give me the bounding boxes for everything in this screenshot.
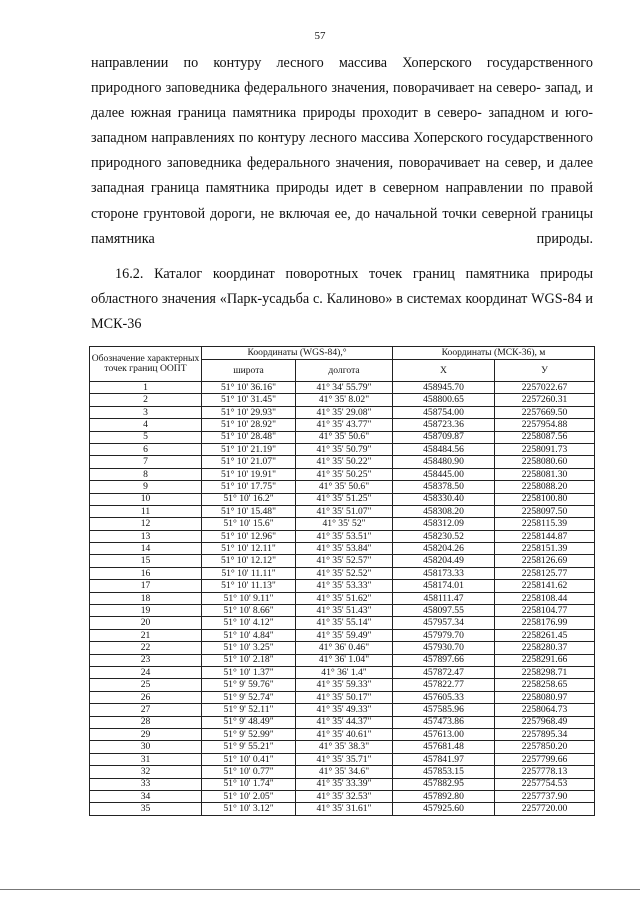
coord-x-cell: 457822.77: [393, 679, 495, 691]
latitude-cell: 51° 10' 21.07": [202, 456, 296, 468]
table-row: [90, 666, 595, 678]
longitude-cell: 41° 35' 34.6": [296, 766, 393, 778]
latitude-cell: 51° 10' 4.84": [202, 629, 296, 641]
table-row: [90, 406, 595, 418]
coord-x-cell: 458174.01: [393, 580, 495, 592]
table-body: [90, 382, 595, 816]
point-number-cell: 11: [90, 505, 202, 517]
coord-y-cell: 2257799.66: [495, 753, 595, 765]
table-row: [90, 778, 595, 790]
coord-x-cell: 458204.26: [393, 543, 495, 555]
longitude-cell: 41° 35' 32.53": [296, 790, 393, 802]
longitude-cell: 41° 35' 50.6": [296, 481, 393, 493]
coord-x-cell: 458312.09: [393, 518, 495, 530]
coord-x-cell: 457605.33: [393, 691, 495, 703]
point-number-cell: 26: [90, 691, 202, 703]
point-number-cell: 9: [90, 481, 202, 493]
coord-y-cell: 2258091.73: [495, 443, 595, 455]
longitude-cell: 41° 35' 51.62": [296, 592, 393, 604]
latitude-cell: 51° 10' 2.18": [202, 654, 296, 666]
table-row: [90, 468, 595, 480]
latitude-cell: 51° 10' 2.05": [202, 790, 296, 802]
table-row: [90, 629, 595, 641]
point-number-cell: 5: [90, 431, 202, 443]
body-line: природного заповедника федерального значения, поворачивает на северо-: [91, 80, 541, 97]
longitude-cell: 41° 35' 50.79": [296, 443, 393, 455]
latitude-cell: 51° 10' 28.48": [202, 431, 296, 443]
coord-x-cell: 458097.55: [393, 605, 495, 617]
point-number-cell: 27: [90, 704, 202, 716]
point-number-cell: 12: [90, 518, 202, 530]
coord-x-cell: 457585.96: [393, 704, 495, 716]
coord-x-cell: 458230.52: [393, 530, 495, 542]
longitude-cell: 41° 35' 52.52": [296, 567, 393, 579]
table-row: [90, 580, 595, 592]
footer-divider: [0, 889, 640, 890]
coordinates-table: [89, 346, 595, 816]
point-number-cell: 6: [90, 443, 202, 455]
table-row: [90, 567, 595, 579]
longitude-cell: 41° 35' 53.84": [296, 543, 393, 555]
longitude-cell: 41° 35' 35.71": [296, 753, 393, 765]
coord-y-cell: 2258087.56: [495, 431, 595, 443]
table-row: [90, 592, 595, 604]
coord-y-cell: 2257737.90: [495, 790, 595, 802]
point-number-cell: 4: [90, 419, 202, 431]
coord-y-cell: 2258080.97: [495, 691, 595, 703]
coord-y-cell: 2258097.50: [495, 505, 595, 517]
longitude-cell: 41° 35' 8.02": [296, 394, 393, 406]
catalog-heading: [91, 262, 593, 338]
table-row: [90, 790, 595, 802]
body-line: природы идет в северном направлении по правой стороне грунтовой дороги,: [91, 180, 594, 222]
longitude-cell: 41° 35' 52.57": [296, 555, 393, 567]
coord-x-cell: 458173.33: [393, 567, 495, 579]
coord-x-cell: 457872.47: [393, 666, 495, 678]
catalog-heading-line: WGS-84 и МСК-36: [91, 291, 593, 333]
latitude-cell: 51° 10' 8.66": [202, 605, 296, 617]
longitude-cell: 41° 36' 1.04": [296, 654, 393, 666]
longitude-cell: 41° 35' 51.43": [296, 605, 393, 617]
table-row: [90, 642, 595, 654]
coord-x-cell: 457930.70: [393, 642, 495, 654]
latitude-cell: 51° 10' 17.75": [202, 481, 296, 493]
coord-y-cell: 2258088.20: [495, 481, 595, 493]
latitude-cell: 51° 9' 59.76": [202, 679, 296, 691]
table-row: [90, 505, 595, 517]
table-row: [90, 704, 595, 716]
table-row: [90, 443, 595, 455]
point-number-cell: 30: [90, 741, 202, 753]
longitude-cell: 41° 35' 51.07": [296, 505, 393, 517]
longitude-cell: 41° 35' 53.51": [296, 530, 393, 542]
header-msk: Координаты (МСК-36), м: [393, 347, 595, 360]
header-wgs: Координаты (WGS-84),°: [202, 347, 393, 360]
header-longitude: долгота: [296, 360, 393, 382]
longitude-cell: 41° 35' 50.22": [296, 456, 393, 468]
coord-x-cell: 458480.90: [393, 456, 495, 468]
table-row: [90, 691, 595, 703]
coord-y-cell: 2258081.30: [495, 468, 595, 480]
coord-x-cell: 458330.40: [393, 493, 495, 505]
table-row: [90, 803, 595, 815]
table-row: [90, 716, 595, 728]
point-number-cell: 15: [90, 555, 202, 567]
point-number-cell: 10: [90, 493, 202, 505]
table-row: [90, 766, 595, 778]
point-number-cell: 1: [90, 382, 202, 394]
longitude-cell: 41° 35' 49.33": [296, 704, 393, 716]
table-row: [90, 382, 595, 394]
body-paragraph: [91, 51, 593, 253]
point-number-cell: 20: [90, 617, 202, 629]
coord-x-cell: 458723.36: [393, 419, 495, 431]
longitude-cell: 41° 35' 44.37": [296, 716, 393, 728]
coord-y-cell: 2258080.60: [495, 456, 595, 468]
latitude-cell: 51° 10' 19.91": [202, 468, 296, 480]
coord-y-cell: 2257720.00: [495, 803, 595, 815]
table-row: [90, 753, 595, 765]
table-row: [90, 605, 595, 617]
coord-y-cell: 2258258.65: [495, 679, 595, 691]
latitude-cell: 51° 10' 1.37": [202, 666, 296, 678]
coord-x-cell: 457925.60: [393, 803, 495, 815]
longitude-cell: 41° 35' 38.3": [296, 741, 393, 753]
coord-x-cell: 457473.86: [393, 716, 495, 728]
point-number-cell: 32: [90, 766, 202, 778]
coord-x-cell: 458709.87: [393, 431, 495, 443]
coord-y-cell: 2258298.71: [495, 666, 595, 678]
longitude-cell: 41° 35' 50.25": [296, 468, 393, 480]
coord-x-cell: 457613.00: [393, 728, 495, 740]
longitude-cell: 41° 35' 53.33": [296, 580, 393, 592]
coord-y-cell: 2257954.88: [495, 419, 595, 431]
coord-x-cell: 458445.00: [393, 468, 495, 480]
latitude-cell: 51° 9' 48.49": [202, 716, 296, 728]
coord-x-cell: 457853.15: [393, 766, 495, 778]
coord-y-cell: 2258115.39: [495, 518, 595, 530]
coord-y-cell: 2258291.66: [495, 654, 595, 666]
longitude-cell: 41° 35' 50.6": [296, 431, 393, 443]
header-point: Обозначение характерных точек границ ООПТ: [90, 347, 202, 382]
coord-x-cell: 458754.00: [393, 406, 495, 418]
coord-y-cell: 2257754.53: [495, 778, 595, 790]
page-number: 57: [314, 30, 326, 42]
longitude-cell: 41° 36' 0.46": [296, 642, 393, 654]
longitude-cell: 41° 35' 31.61": [296, 803, 393, 815]
point-number-cell: 35: [90, 803, 202, 815]
coord-y-cell: 2258126.69: [495, 555, 595, 567]
longitude-cell: 41° 35' 55.14": [296, 617, 393, 629]
latitude-cell: 51° 10' 11.11": [202, 567, 296, 579]
header-latitude: широта: [202, 360, 296, 382]
latitude-cell: 51° 10' 1.74": [202, 778, 296, 790]
coord-y-cell: 2258100.80: [495, 493, 595, 505]
latitude-cell: 51° 10' 12.11": [202, 543, 296, 555]
coord-x-cell: 457957.34: [393, 617, 495, 629]
coord-x-cell: 458945.70: [393, 382, 495, 394]
table-row: [90, 481, 595, 493]
table-row: [90, 741, 595, 753]
body-line: западном и юго-западном направлениях по контуру лесного массива: [91, 105, 594, 147]
body-line: Хоперского государственного природного заповедника федерального: [91, 130, 593, 172]
coord-y-cell: 2258151.39: [495, 543, 595, 555]
latitude-cell: 51° 10' 11.13": [202, 580, 296, 592]
latitude-cell: 51° 10' 28.92": [202, 419, 296, 431]
longitude-cell: 41° 35' 33.39": [296, 778, 393, 790]
longitude-cell: 41° 35' 51.25": [296, 493, 393, 505]
table-row: [90, 543, 595, 555]
latitude-cell: 51° 10' 9.11": [202, 592, 296, 604]
point-number-cell: 29: [90, 728, 202, 740]
coord-y-cell: 2257778.13: [495, 766, 595, 778]
latitude-cell: 51° 10' 4.12": [202, 617, 296, 629]
point-number-cell: 8: [90, 468, 202, 480]
coord-y-cell: 2257968.49: [495, 716, 595, 728]
table-row: [90, 617, 595, 629]
point-number-cell: 17: [90, 580, 202, 592]
coord-y-cell: 2258261.45: [495, 629, 595, 641]
coord-x-cell: 457681.48: [393, 741, 495, 753]
longitude-cell: 41° 35' 59.49": [296, 629, 393, 641]
point-number-cell: 19: [90, 605, 202, 617]
coord-x-cell: 457882.95: [393, 778, 495, 790]
table-row: [90, 518, 595, 530]
latitude-cell: 51° 10' 3.12": [202, 803, 296, 815]
catalog-heading-line: областного значения «Парк-усадьба с. Калиново» в системах координат: [91, 291, 528, 308]
coord-y-cell: 2258125.77: [495, 567, 595, 579]
body-line: запад, и далее южная граница памятника природы проходит в северо-: [91, 80, 593, 122]
latitude-cell: 51° 9' 52.11": [202, 704, 296, 716]
point-number-cell: 18: [90, 592, 202, 604]
latitude-cell: 51° 9' 52.74": [202, 691, 296, 703]
coord-y-cell: 2257669.50: [495, 406, 595, 418]
table-row: [90, 394, 595, 406]
coord-x-cell: 457897.66: [393, 654, 495, 666]
latitude-cell: 51° 10' 16.2": [202, 493, 296, 505]
coord-x-cell: 458308.20: [393, 505, 495, 517]
latitude-cell: 51° 10' 12.12": [202, 555, 296, 567]
latitude-cell: 51° 9' 55.21": [202, 741, 296, 753]
table-row: [90, 728, 595, 740]
point-number-cell: 28: [90, 716, 202, 728]
longitude-cell: 41° 35' 43.77": [296, 419, 393, 431]
longitude-cell: 41° 35' 29.08": [296, 406, 393, 418]
coord-x-cell: 458378.50: [393, 481, 495, 493]
latitude-cell: 51° 10' 36.16": [202, 382, 296, 394]
point-number-cell: 21: [90, 629, 202, 641]
latitude-cell: 51° 10' 0.41": [202, 753, 296, 765]
longitude-cell: 41° 34' 55.79": [296, 382, 393, 394]
body-line: не включая ее, до начальной точки северной границы памятника природы.: [91, 205, 594, 247]
coord-y-cell: 2257022.67: [495, 382, 595, 394]
latitude-cell: 51° 10' 3.25": [202, 642, 296, 654]
table-row: [90, 456, 595, 468]
coord-x-cell: 457979.70: [393, 629, 495, 641]
coord-x-cell: 458204.49: [393, 555, 495, 567]
table-row: [90, 654, 595, 666]
latitude-cell: 51° 10' 31.45": [202, 394, 296, 406]
coord-y-cell: 2258176.99: [495, 617, 595, 629]
table-row: [90, 493, 595, 505]
header-x: X: [393, 360, 495, 382]
longitude-cell: 41° 36' 1.4": [296, 666, 393, 678]
point-number-cell: 34: [90, 790, 202, 802]
coord-y-cell: 2257260.31: [495, 394, 595, 406]
coord-x-cell: 457841.97: [393, 753, 495, 765]
point-number-cell: 2: [90, 394, 202, 406]
latitude-cell: 51° 10' 12.96": [202, 530, 296, 542]
point-number-cell: 25: [90, 679, 202, 691]
point-number-cell: 33: [90, 778, 202, 790]
latitude-cell: 51° 10' 21.19": [202, 443, 296, 455]
longitude-cell: 41° 35' 50.17": [296, 691, 393, 703]
point-number-cell: 13: [90, 530, 202, 542]
header-y: У: [495, 360, 595, 382]
longitude-cell: 41° 35' 59.33": [296, 679, 393, 691]
coord-x-cell: 458484.56: [393, 443, 495, 455]
point-number-cell: 23: [90, 654, 202, 666]
point-number-cell: 16: [90, 567, 202, 579]
point-number-cell: 24: [90, 666, 202, 678]
latitude-cell: 51° 10' 0.77": [202, 766, 296, 778]
longitude-cell: 41° 35' 40.61": [296, 728, 393, 740]
coord-y-cell: 2258280.37: [495, 642, 595, 654]
coord-y-cell: 2257895.34: [495, 728, 595, 740]
coord-y-cell: 2258108.44: [495, 592, 595, 604]
coord-x-cell: 458800.65: [393, 394, 495, 406]
point-number-cell: 3: [90, 406, 202, 418]
body-line: значения, поворачивает на север, и далее западная граница памятника: [91, 155, 593, 197]
latitude-cell: 51° 9' 52.99": [202, 728, 296, 740]
table-row: [90, 679, 595, 691]
table-row: [90, 530, 595, 542]
table-row: [90, 431, 595, 443]
table-row: [90, 555, 595, 567]
latitude-cell: 51° 10' 15.6": [202, 518, 296, 530]
longitude-cell: 41° 35' 52": [296, 518, 393, 530]
coord-y-cell: 2258104.77: [495, 605, 595, 617]
coord-x-cell: 458111.47: [393, 592, 495, 604]
body-line: направлении по контуру лесного массива Хоперского государственного: [91, 55, 593, 71]
catalog-heading-line: 16.2. Каталог координат поворотных точек границ памятника природы: [115, 266, 593, 282]
point-number-cell: 7: [90, 456, 202, 468]
coord-x-cell: 457892.80: [393, 790, 495, 802]
point-number-cell: 14: [90, 543, 202, 555]
coord-y-cell: 2257850.20: [495, 741, 595, 753]
latitude-cell: 51° 10' 15.48": [202, 505, 296, 517]
coord-y-cell: 2258064.73: [495, 704, 595, 716]
coord-y-cell: 2258144.87: [495, 530, 595, 542]
latitude-cell: 51° 10' 29.93": [202, 406, 296, 418]
table-row: [90, 419, 595, 431]
coord-y-cell: 2258141.62: [495, 580, 595, 592]
point-number-cell: 22: [90, 642, 202, 654]
point-number-cell: 31: [90, 753, 202, 765]
